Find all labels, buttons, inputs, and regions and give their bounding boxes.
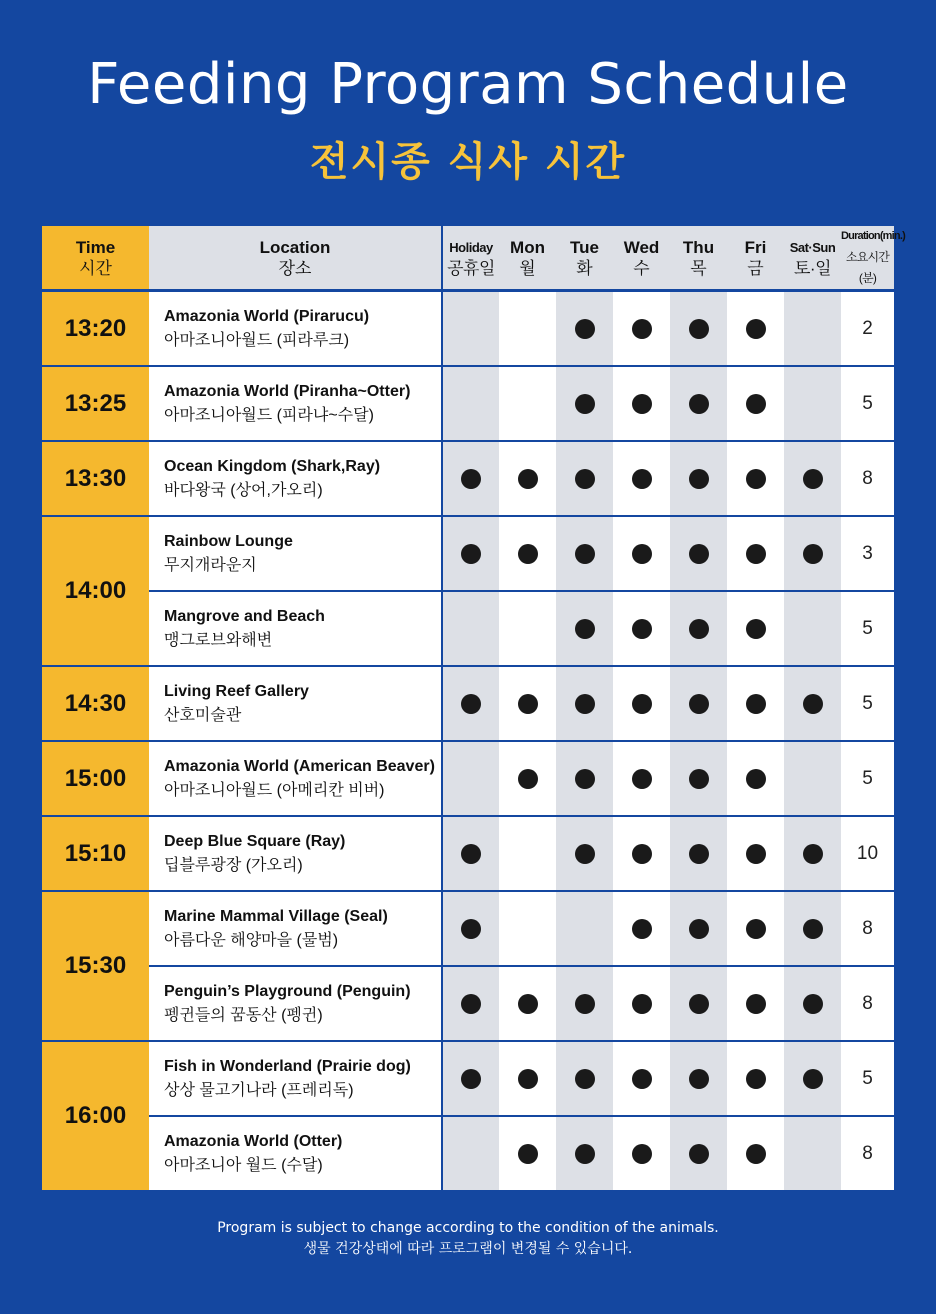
day-cell [556,741,613,816]
scheduled-dot-icon [689,694,709,714]
time-cell: 16:00 [42,1041,149,1191]
day-cell [784,366,841,441]
time-cell: 14:00 [42,516,149,666]
scheduled-dot-icon [632,1144,652,1164]
day-cell [442,366,499,441]
scheduled-dot-icon [461,844,481,864]
time-cell: 15:10 [42,816,149,891]
day-header-holiday: Holiday 공휴일 [442,226,499,291]
scheduled-dot-icon [518,469,538,489]
day-cell [670,591,727,666]
scheduled-dot-icon [575,844,595,864]
scheduled-dot-icon [632,619,652,639]
day-cell [556,366,613,441]
day-cell [442,441,499,516]
scheduled-dot-icon [632,1069,652,1089]
day-cell [784,1116,841,1191]
time-cell: 13:20 [42,291,149,367]
day-cell [556,591,613,666]
day-cell [442,816,499,891]
day-cell [613,1116,670,1191]
location-cell [149,366,442,441]
day-cell [784,966,841,1041]
table-row [42,1116,894,1191]
location-name-english: Marine Mammal Village (Seal) [164,907,388,925]
schedule-table [42,226,905,1192]
scheduled-dot-icon [575,394,595,414]
location-cell [149,1116,442,1191]
day-header-wed: Wed 수 [613,226,670,291]
scheduled-dot-icon [689,919,709,939]
day-header-fri: Fri 금 [727,226,784,291]
location-name-korean: 바다왕국 (상어,가오리) [164,481,323,499]
day-cell [613,591,670,666]
day-cell [556,666,613,741]
location-name-korean: 산호미술관 [164,706,242,724]
day-cell [556,966,613,1041]
day-header-tue: Tue 화 [556,226,613,291]
day-cell [499,816,556,891]
day-cell [499,516,556,591]
day-cell [442,591,499,666]
duration-cell: 5 [841,666,894,741]
scheduled-dot-icon [575,544,595,564]
day-cell [670,891,727,966]
location-name-english: Living Reef Gallery [164,682,309,700]
scheduled-dot-icon [746,469,766,489]
day-cell [442,1116,499,1191]
scheduled-dot-icon [746,1144,766,1164]
duration-cell: 5 [841,1041,894,1116]
day-cell [727,741,784,816]
time-cell: 13:30 [42,441,149,516]
scheduled-dot-icon [461,994,481,1014]
day-cell [727,291,784,367]
day-cell [670,1116,727,1191]
location-cell [149,591,442,666]
scheduled-dot-icon [746,919,766,939]
scheduled-dot-icon [632,994,652,1014]
location-name-korean: 아마조니아 월드 (수달) [164,1156,323,1174]
day-cell [727,441,784,516]
day-cell [499,666,556,741]
scheduled-dot-icon [632,919,652,939]
scheduled-dot-icon [461,694,481,714]
duration-cell: 8 [841,441,894,516]
day-cell [670,966,727,1041]
location-name-korean: 맹그로브와해변 [164,631,273,649]
scheduled-dot-icon [575,994,595,1014]
scheduled-dot-icon [518,1069,538,1089]
day-cell [556,1041,613,1116]
table-row [42,666,894,741]
time-cell: 15:30 [42,891,149,1041]
scheduled-dot-icon [632,394,652,414]
day-cell [784,816,841,891]
day-cell [670,516,727,591]
scheduled-dot-icon [746,1069,766,1089]
day-cell [670,366,727,441]
scheduled-dot-icon [689,844,709,864]
day-cell [499,591,556,666]
scheduled-dot-icon [746,619,766,639]
day-header-weekend: Sat·Sun 토·일 [784,226,841,291]
scheduled-dot-icon [575,694,595,714]
location-name-english: Amazonia World (Piranha~Otter) [164,382,411,400]
day-cell [727,1041,784,1116]
time-header: Time 시간 [42,226,149,291]
day-cell [556,816,613,891]
location-name-korean: 상상 물고기나라 (프레리독) [164,1081,354,1099]
duration-cell: 5 [841,741,894,816]
scheduled-dot-icon [689,1144,709,1164]
scheduled-dot-icon [632,319,652,339]
page-subtitle: 전시종 식사 시간 [309,139,627,185]
scheduled-dot-icon [632,769,652,789]
day-cell [613,741,670,816]
day-cell [442,516,499,591]
scheduled-dot-icon [575,1069,595,1089]
scheduled-dot-icon [632,694,652,714]
location-name-english: Deep Blue Square (Ray) [164,832,346,850]
day-cell [613,966,670,1041]
scheduled-dot-icon [746,844,766,864]
scheduled-dot-icon [689,319,709,339]
scheduled-dot-icon [632,544,652,564]
day-cell [670,816,727,891]
day-cell [613,1041,670,1116]
scheduled-dot-icon [803,694,823,714]
location-cell [149,291,442,367]
scheduled-dot-icon [803,469,823,489]
day-cell [442,891,499,966]
duration-cell: 8 [841,966,894,1041]
day-cell [727,516,784,591]
note-english: Program is subject to change according to the condition of the animals. [217,1220,719,1236]
day-cell [613,366,670,441]
scheduled-dot-icon [632,844,652,864]
duration-header: Duration(min.) 소요시간(분) [841,226,894,291]
location-cell [149,441,442,516]
day-cell [499,966,556,1041]
scheduled-dot-icon [689,994,709,1014]
note-korean: 생물 건강상태에 따라 프로그램이 변경될 수 있습니다. [303,1241,633,1257]
table-row [42,1041,894,1116]
day-cell [784,441,841,516]
day-header-mon: Mon 월 [499,226,556,291]
scheduled-dot-icon [689,394,709,414]
scheduled-dot-icon [689,619,709,639]
table-row [42,816,894,891]
scheduled-dot-icon [518,769,538,789]
table-row [42,366,894,441]
scheduled-dot-icon [575,469,595,489]
day-cell [784,516,841,591]
day-cell [499,891,556,966]
scheduled-dot-icon [518,994,538,1014]
day-cell [727,591,784,666]
duration-cell: 8 [841,891,894,966]
duration-cell: 5 [841,591,894,666]
day-cell [556,1116,613,1191]
location-header: Location 장소 [149,226,442,291]
day-cell [442,1041,499,1116]
duration-cell: 8 [841,1116,894,1191]
scheduled-dot-icon [803,844,823,864]
scheduled-dot-icon [518,1144,538,1164]
scheduled-dot-icon [803,994,823,1014]
scheduled-dot-icon [803,544,823,564]
day-cell [670,441,727,516]
scheduled-dot-icon [575,619,595,639]
day-cell [670,291,727,367]
location-name-english: Rainbow Lounge [164,532,293,550]
scheduled-dot-icon [689,544,709,564]
scheduled-dot-icon [746,544,766,564]
location-name-korean: 펭귄들의 꿈동산 (펭귄) [164,1006,323,1024]
duration-cell: 2 [841,291,894,367]
day-cell [499,291,556,367]
table-row [42,591,894,666]
day-cell [784,291,841,367]
header-row [42,226,894,291]
day-cell [613,666,670,741]
day-cell [784,891,841,966]
day-cell [727,891,784,966]
table-row [42,966,894,1041]
day-cell [442,666,499,741]
table-row [42,441,894,516]
day-cell [727,816,784,891]
scheduled-dot-icon [518,694,538,714]
location-cell [149,666,442,741]
day-cell [499,1041,556,1116]
day-cell [784,591,841,666]
day-cell [442,741,499,816]
scheduled-dot-icon [461,469,481,489]
location-name-english: Amazonia World (Otter) [164,1132,343,1150]
day-cell [556,516,613,591]
day-cell [556,291,613,367]
day-cell [499,1116,556,1191]
duration-cell: 10 [841,816,894,891]
scheduled-dot-icon [575,769,595,789]
day-cell [613,816,670,891]
scheduled-dot-icon [746,694,766,714]
location-name-english: Amazonia World (American Beaver) [164,757,435,775]
scheduled-dot-icon [746,394,766,414]
time-cell: 15:00 [42,741,149,816]
day-cell [556,441,613,516]
location-name-korean: 아름다운 해양마을 (물범) [164,931,339,949]
location-cell [149,516,442,591]
scheduled-dot-icon [689,469,709,489]
day-cell [613,516,670,591]
day-cell [442,966,499,1041]
day-cell [613,441,670,516]
location-cell [149,1041,442,1116]
location-name-english: Ocean Kingdom (Shark,Ray) [164,457,381,475]
scheduled-dot-icon [803,1069,823,1089]
location-cell [149,891,442,966]
day-cell [670,666,727,741]
table-row [42,741,894,816]
day-cell [499,441,556,516]
page-title: Feeding Program Schedule [87,52,849,117]
location-name-korean: 아마조니아월드 (아메리칸 비버) [164,781,385,799]
day-cell [727,1116,784,1191]
location-name-korean: 아마조니아월드 (피라루크) [164,331,350,349]
scheduled-dot-icon [461,919,481,939]
scheduled-dot-icon [746,319,766,339]
day-cell [784,741,841,816]
day-header-thu: Thu 목 [670,226,727,291]
scheduled-dot-icon [518,544,538,564]
location-cell [149,966,442,1041]
scheduled-dot-icon [575,319,595,339]
day-cell [499,366,556,441]
scheduled-dot-icon [461,544,481,564]
location-name-korean: 딥블루광장 (가오리) [164,856,303,874]
day-cell [670,741,727,816]
duration-cell: 3 [841,516,894,591]
scheduled-dot-icon [575,1144,595,1164]
day-cell [727,366,784,441]
day-cell [727,666,784,741]
day-cell [499,741,556,816]
scheduled-dot-icon [461,1069,481,1089]
day-cell [613,891,670,966]
scheduled-dot-icon [746,994,766,1014]
day-cell [784,1041,841,1116]
location-name-korean: 아마조니아월드 (피라냐~수달) [164,406,374,424]
day-cell [727,966,784,1041]
location-cell [149,816,442,891]
day-cell [556,891,613,966]
scheduled-dot-icon [803,919,823,939]
day-cell [784,666,841,741]
location-name-korean: 무지개라운지 [164,556,257,574]
scheduled-dot-icon [746,769,766,789]
table-row [42,891,894,966]
table-row [42,516,894,591]
duration-cell: 5 [841,366,894,441]
time-cell: 14:30 [42,666,149,741]
scheduled-dot-icon [689,769,709,789]
disclaimer-note [0,1218,936,1260]
scheduled-dot-icon [632,469,652,489]
location-name-english: Penguin’s Playground (Penguin) [164,982,411,1000]
day-cell [442,291,499,367]
location-cell [149,741,442,816]
location-name-english: Amazonia World (Pirarucu) [164,307,370,325]
time-cell: 13:25 [42,366,149,441]
table-row [42,291,894,367]
location-name-english: Mangrove and Beach [164,607,325,625]
scheduled-dot-icon [689,1069,709,1089]
day-cell [670,1041,727,1116]
day-cell [613,291,670,367]
location-name-english: Fish in Wonderland (Prairie dog) [164,1057,411,1075]
